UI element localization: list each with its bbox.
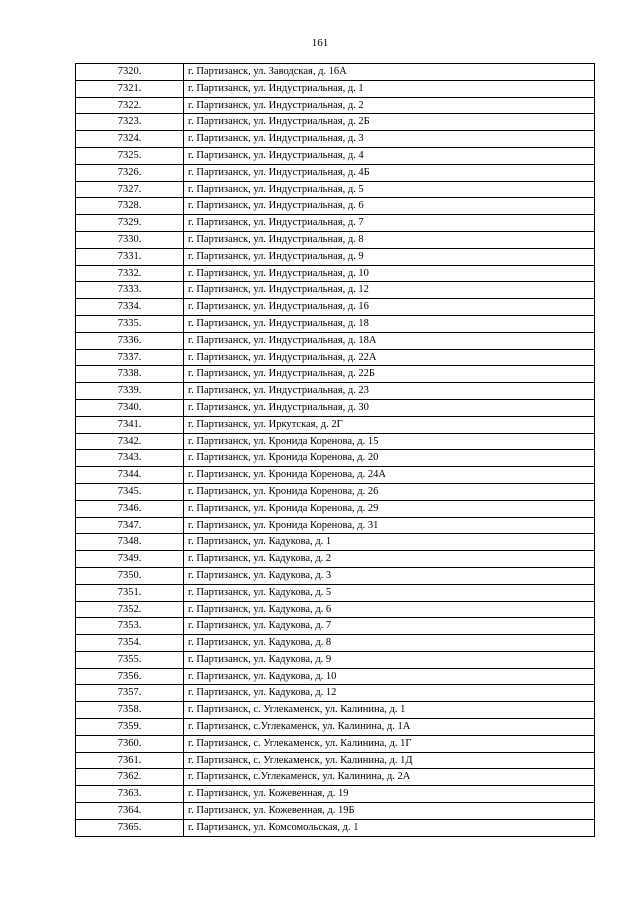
table-row [76, 500, 595, 517]
table-row [76, 433, 595, 450]
row-number: 7348. [76, 534, 184, 551]
row-number: 7354. [76, 635, 184, 652]
row-number: 7338. [76, 366, 184, 383]
row-address: г. Партизанск, ул. Индустриальная, д. 5 [184, 181, 595, 198]
table-row [76, 114, 595, 131]
row-number: 7336. [76, 332, 184, 349]
row-address: г. Партизанск, ул. Кронида Коренова, д. 20 [184, 450, 595, 467]
row-number: 7335. [76, 315, 184, 332]
table-row [76, 618, 595, 635]
address-registry-table [75, 63, 595, 837]
row-address: г. Партизанск, ул. Кадукова, д. 5 [184, 584, 595, 601]
row-address: г. Партизанск, ул. Кадукова, д. 2 [184, 551, 595, 568]
table-row [76, 635, 595, 652]
row-number: 7343. [76, 450, 184, 467]
table-row [76, 332, 595, 349]
table-row [76, 315, 595, 332]
row-address: г. Партизанск, ул. Кадукова, д. 12 [184, 685, 595, 702]
row-address: г. Партизанск, ул. Кронида Коренова, д. 29 [184, 500, 595, 517]
row-address: г. Партизанск, ул. Кадукова, д. 8 [184, 635, 595, 652]
row-address: г. Партизанск, ул. Кронида Коренова, д. 31 [184, 517, 595, 534]
row-address: г. Партизанск, ул. Индустриальная, д. 9 [184, 248, 595, 265]
row-address: г. Партизанск, с. Углекаменск, ул. Калинина, д. 1Д [184, 752, 595, 769]
table-row [76, 467, 595, 484]
row-number: 7360. [76, 735, 184, 752]
table-row [76, 231, 595, 248]
table-row [76, 416, 595, 433]
row-address: г. Партизанск, ул. Кадукова, д. 3 [184, 567, 595, 584]
table-row [76, 64, 595, 81]
table-row [76, 752, 595, 769]
row-number: 7345. [76, 483, 184, 500]
row-address: г. Партизанск, ул. Индустриальная, д. 18 [184, 315, 595, 332]
table-row [76, 147, 595, 164]
table-row [76, 769, 595, 786]
table-row [76, 181, 595, 198]
table-row [76, 584, 595, 601]
table-row [76, 349, 595, 366]
row-number: 7328. [76, 198, 184, 215]
row-number: 7332. [76, 265, 184, 282]
row-address: г. Партизанск, ул. Иркутская, д. 2Г [184, 416, 595, 433]
table-row [76, 80, 595, 97]
row-address: г. Партизанск, ул. Кронида Коренова, д. 15 [184, 433, 595, 450]
table-row [76, 299, 595, 316]
row-address: г. Партизанск, с.Углекаменск, ул. Калинина, д. 1А [184, 719, 595, 736]
table-row [76, 164, 595, 181]
table-row [76, 601, 595, 618]
row-number: 7322. [76, 97, 184, 114]
row-number: 7349. [76, 551, 184, 568]
row-number: 7346. [76, 500, 184, 517]
row-address: г. Партизанск, ул. Комсомольская, д. 1 [184, 819, 595, 836]
table-row [76, 668, 595, 685]
row-number: 7342. [76, 433, 184, 450]
row-address: г. Партизанск, ул. Индустриальная, д. 4 [184, 147, 595, 164]
row-address: г. Партизанск, ул. Кожевенная, д. 19 [184, 786, 595, 803]
row-number: 7330. [76, 231, 184, 248]
row-number: 7334. [76, 299, 184, 316]
table-row [76, 248, 595, 265]
row-number: 7326. [76, 164, 184, 181]
row-number: 7333. [76, 282, 184, 299]
table-row [76, 702, 595, 719]
row-number: 7341. [76, 416, 184, 433]
table-row [76, 383, 595, 400]
row-address: г. Партизанск, ул. Кадукова, д. 10 [184, 668, 595, 685]
row-number: 7357. [76, 685, 184, 702]
row-address: г. Партизанск, ул. Индустриальная, д. 10 [184, 265, 595, 282]
table-row [76, 719, 595, 736]
table-row [76, 198, 595, 215]
row-number: 7362. [76, 769, 184, 786]
row-address: г. Партизанск, ул. Индустриальная, д. 8 [184, 231, 595, 248]
row-address: г. Партизанск, ул. Кожевенная, д. 19Б [184, 803, 595, 820]
table-row [76, 803, 595, 820]
table-row [76, 567, 595, 584]
row-number: 7351. [76, 584, 184, 601]
page-number: 161 [311, 37, 329, 49]
registry-body [76, 64, 595, 837]
row-address: г. Партизанск, ул. Кадукова, д. 7 [184, 618, 595, 635]
row-address: г. Партизанск, ул. Индустриальная, д. 6 [184, 198, 595, 215]
table-row [76, 786, 595, 803]
row-number: 7339. [76, 383, 184, 400]
row-number: 7365. [76, 819, 184, 836]
row-number: 7320. [76, 64, 184, 81]
row-number: 7347. [76, 517, 184, 534]
row-address: г. Партизанск, ул. Индустриальная, д. 16 [184, 299, 595, 316]
row-address: г. Партизанск, ул. Кадукова, д. 1 [184, 534, 595, 551]
table-row [76, 282, 595, 299]
table-row [76, 366, 595, 383]
row-address: г. Партизанск, ул. Индустриальная, д. 4Б [184, 164, 595, 181]
row-address: г. Партизанск, ул. Индустриальная, д. 18А [184, 332, 595, 349]
table-row [76, 483, 595, 500]
row-number: 7325. [76, 147, 184, 164]
row-address: г. Партизанск, ул. Индустриальная, д. 23 [184, 383, 595, 400]
row-number: 7355. [76, 651, 184, 668]
row-number: 7350. [76, 567, 184, 584]
row-number: 7359. [76, 719, 184, 736]
row-address: г. Партизанск, ул. Индустриальная, д. 30 [184, 399, 595, 416]
row-number: 7321. [76, 80, 184, 97]
row-number: 7329. [76, 215, 184, 232]
table-row [76, 517, 595, 534]
row-address: г. Партизанск, с.Углекаменск, ул. Калинина, д. 2А [184, 769, 595, 786]
row-address: г. Партизанск, ул. Индустриальная, д. 2Б [184, 114, 595, 131]
row-address: г. Партизанск, ул. Индустриальная, д. 12 [184, 282, 595, 299]
table-row [76, 215, 595, 232]
row-address: г. Партизанск, ул. Кадукова, д. 6 [184, 601, 595, 618]
row-address: г. Партизанск, ул. Индустриальная, д. 7 [184, 215, 595, 232]
table-row [76, 265, 595, 282]
table-row [76, 651, 595, 668]
row-number: 7352. [76, 601, 184, 618]
row-address: г. Партизанск, с. Углекаменск, ул. Калинина, д. 1Г [184, 735, 595, 752]
row-number: 7324. [76, 131, 184, 148]
row-number: 7363. [76, 786, 184, 803]
table-row [76, 97, 595, 114]
row-number: 7364. [76, 803, 184, 820]
row-number: 7340. [76, 399, 184, 416]
row-number: 7344. [76, 467, 184, 484]
row-number: 7353. [76, 618, 184, 635]
row-address: г. Партизанск, ул. Кронида Коренова, д. 26 [184, 483, 595, 500]
table-row [76, 685, 595, 702]
table-row [76, 819, 595, 836]
row-address: г. Партизанск, ул. Индустриальная, д. 1 [184, 80, 595, 97]
row-number: 7327. [76, 181, 184, 198]
row-number: 7323. [76, 114, 184, 131]
row-number: 7361. [76, 752, 184, 769]
row-address: г. Партизанск, ул. Индустриальная, д. 2 [184, 97, 595, 114]
row-address: г. Партизанск, ул. Заводская, д. 16А [184, 64, 595, 81]
table-row [76, 551, 595, 568]
row-number: 7331. [76, 248, 184, 265]
row-address: г. Партизанск, ул. Индустриальная, д. 3 [184, 131, 595, 148]
table-row [76, 399, 595, 416]
table-row [76, 131, 595, 148]
table-row [76, 450, 595, 467]
table-row [76, 735, 595, 752]
row-address: г. Партизанск, ул. Кадукова, д. 9 [184, 651, 595, 668]
row-address: г. Партизанск, ул. Индустриальная, д. 22А [184, 349, 595, 366]
row-number: 7337. [76, 349, 184, 366]
table-row [76, 534, 595, 551]
row-address: г. Партизанск, с. Углекаменск, ул. Калинина, д. 1 [184, 702, 595, 719]
row-number: 7358. [76, 702, 184, 719]
row-address: г. Партизанск, ул. Индустриальная, д. 22Б [184, 366, 595, 383]
row-address: г. Партизанск, ул. Кронида Коренова, д. 24А [184, 467, 595, 484]
row-number: 7356. [76, 668, 184, 685]
